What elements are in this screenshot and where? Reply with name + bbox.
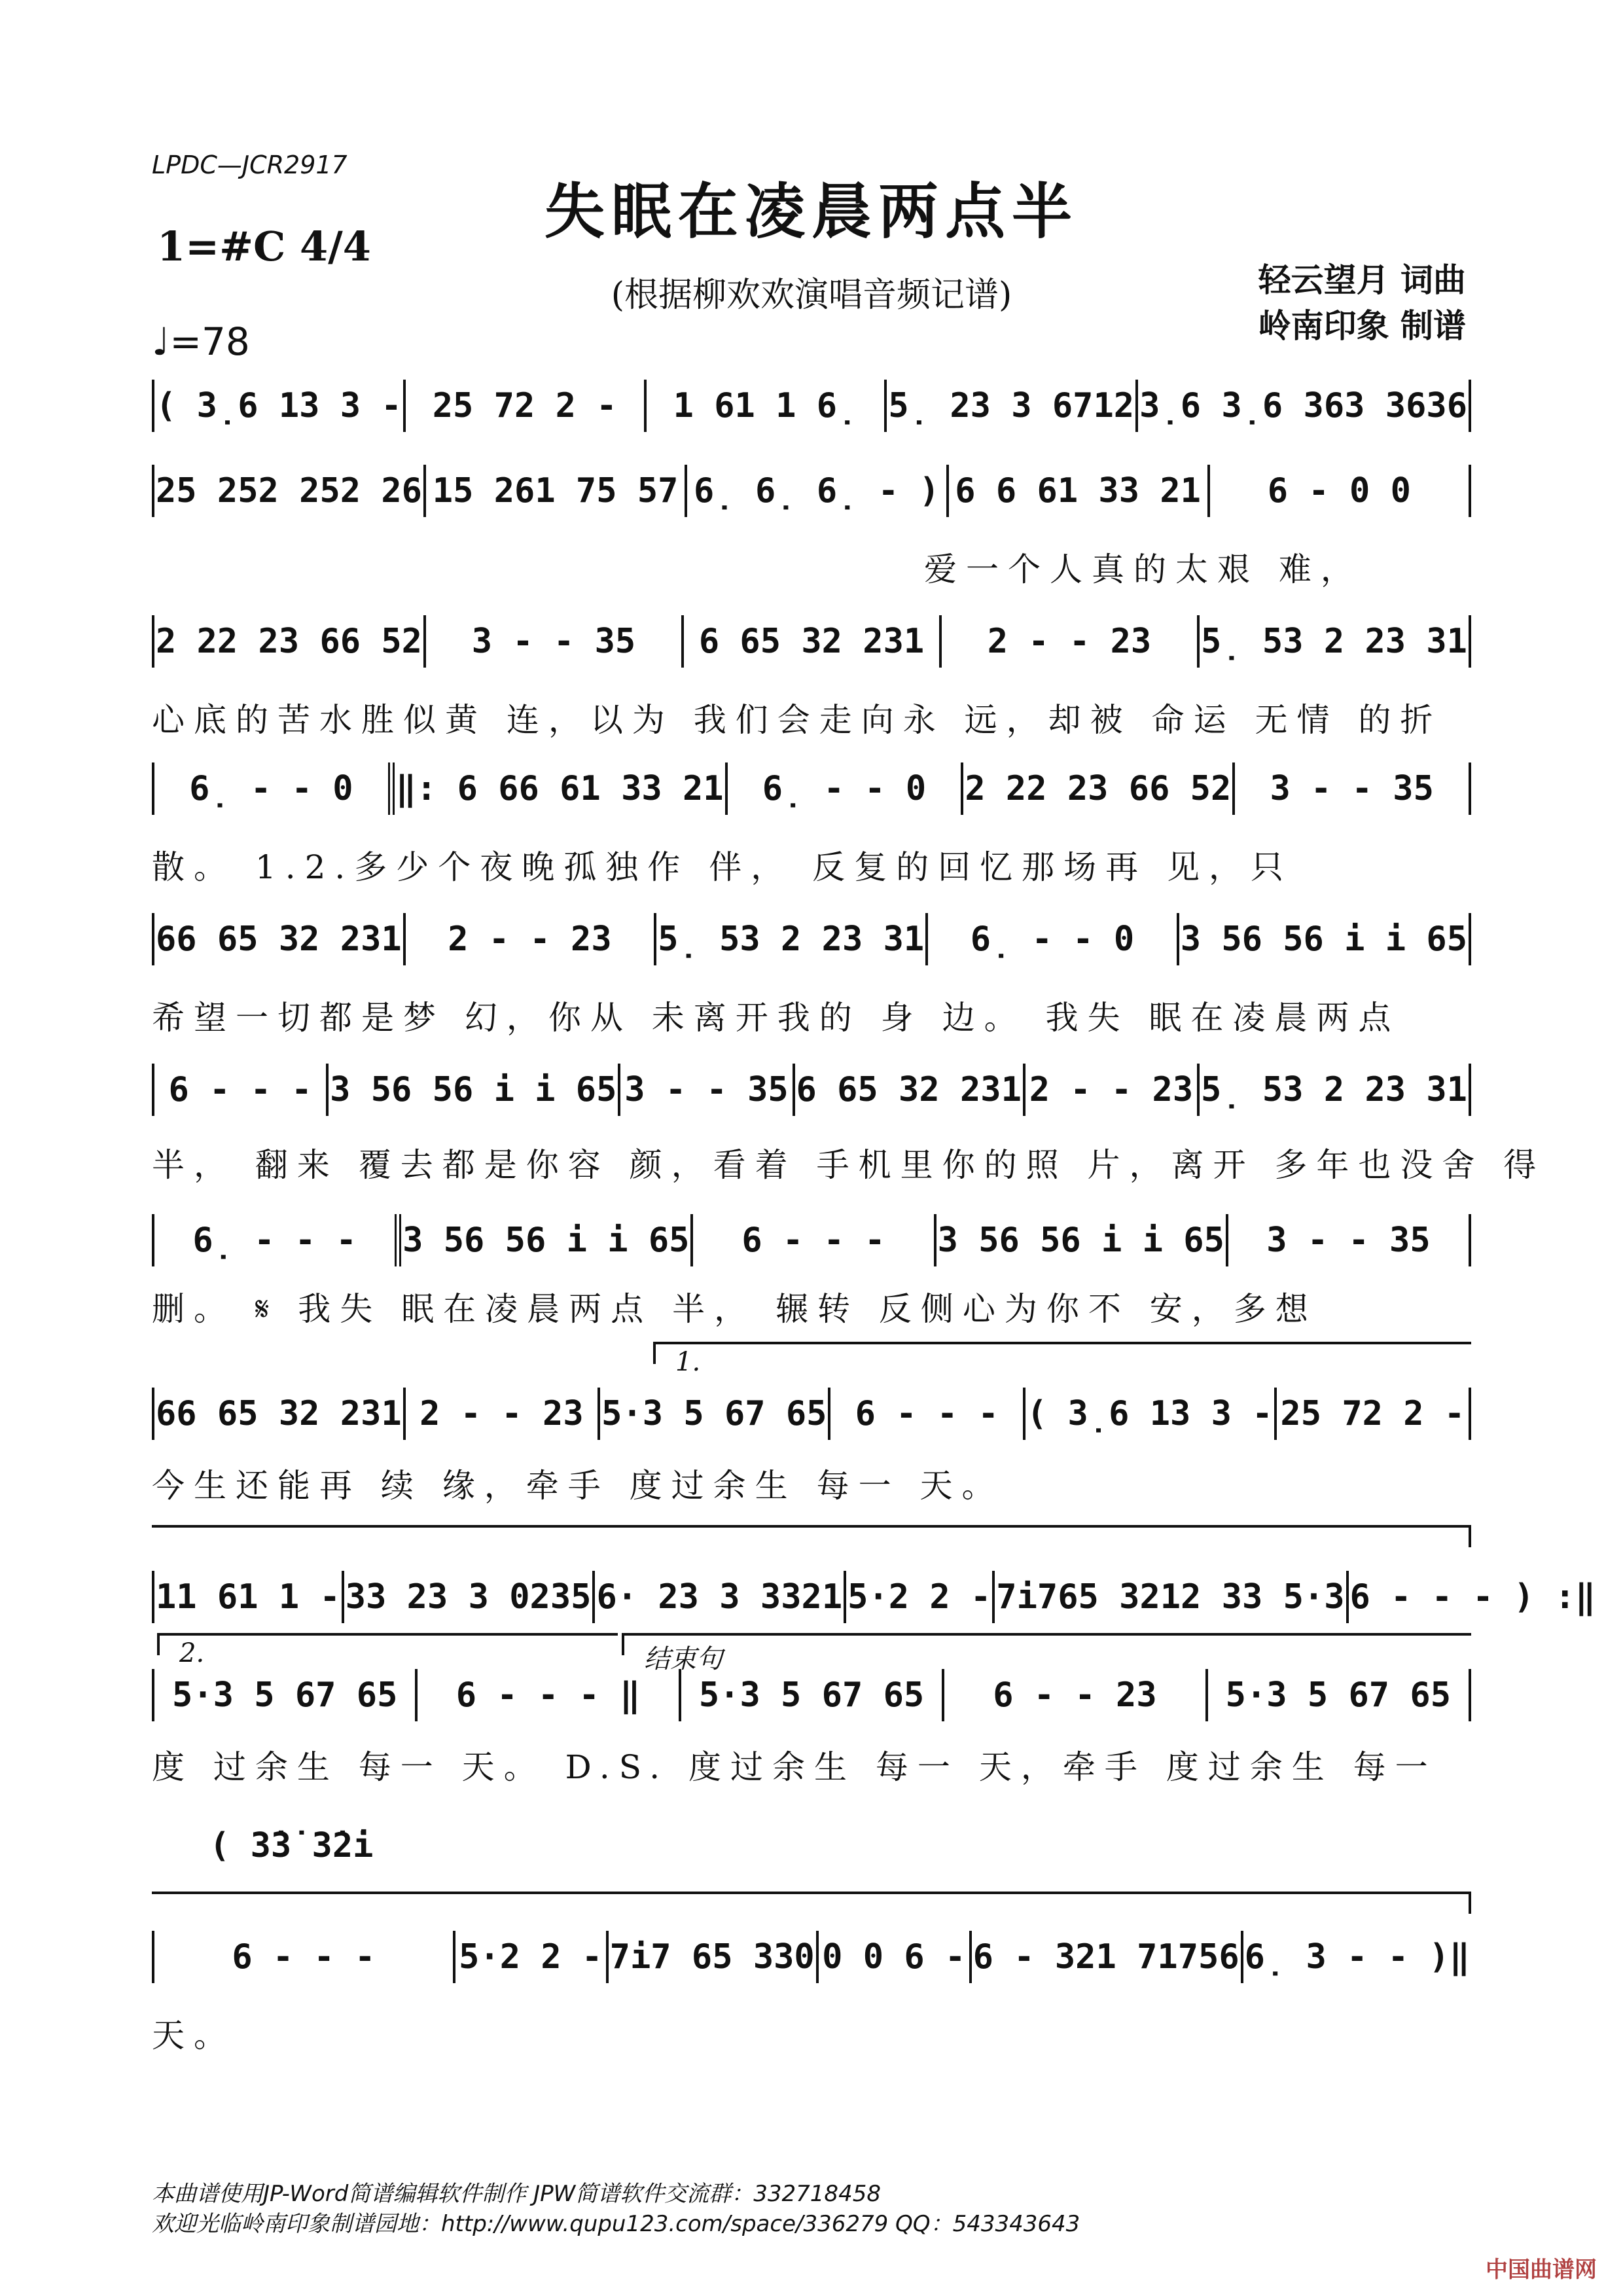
measure: 5·3 5 67 65 bbox=[681, 1669, 944, 1721]
lyrics-row-6: 半， 翻来 覆去都是你容 颜，看着 手机里你的照 片，离开 多年也没舍 得 bbox=[152, 1146, 1546, 1184]
measure: 6 - - - bbox=[830, 1388, 1025, 1440]
page-title: 失眠在凌晨两点半 bbox=[544, 176, 1079, 247]
measure: ( 3̣6 13 3 - bbox=[1026, 1388, 1277, 1440]
watermark-logo: 中国曲谱网 bbox=[1486, 2257, 1597, 2283]
measure: 0 0 6 - bbox=[819, 1931, 972, 1983]
score-row-4 bbox=[152, 762, 1471, 815]
measure: 15 261 75 57 bbox=[426, 465, 687, 517]
measure: 2 22 23 66 52 bbox=[152, 615, 426, 668]
score-row-10 bbox=[152, 1669, 1471, 1721]
measure: 2 - - 23 bbox=[406, 913, 657, 965]
measure: 2 - - 23 bbox=[406, 1388, 600, 1440]
coda-bracket bbox=[622, 1633, 1471, 1674]
coda-label: 结束句 bbox=[644, 1644, 722, 1674]
lyrics-row-8: 今生还能再 续 缘，牵手 度过余生 每一 天。 bbox=[152, 1467, 1004, 1505]
measure: 3 56 56 i i 65 bbox=[329, 1064, 620, 1116]
measure: 6 65 32 231 bbox=[684, 615, 942, 668]
measure: 6̣ - - 0 bbox=[728, 762, 964, 815]
score-row-11 bbox=[152, 1931, 1471, 1983]
score-row-8 bbox=[152, 1388, 1471, 1440]
measure: 6̣ - - 0 bbox=[152, 762, 395, 815]
measure: 66 65 32 231 bbox=[152, 913, 406, 965]
lyrics-row-4: 散。 1.2.多少个夜晚孤独作 伴， 反复的回忆那场再 见，只 bbox=[152, 848, 1293, 886]
credit-lyrics-music: 轻云望月 词曲 bbox=[1258, 260, 1466, 299]
lyrics-row-5: 希望一切都是梦 幻，你从 未离开我的 身 边。 我失 眠在凌晨两点 bbox=[152, 999, 1400, 1037]
lyrics-row-2: 爱一个人真的太艰 难， bbox=[924, 550, 1363, 588]
measure: 1 61 1 6̣ bbox=[647, 380, 887, 432]
measure: 7i765 3212 33 5·3 bbox=[995, 1571, 1348, 1623]
measure: 6 - 321 71756 bbox=[972, 1931, 1243, 1983]
volta-bracket-first bbox=[653, 1342, 1471, 1377]
credit-notation: 岭南印象 制谱 bbox=[1258, 306, 1466, 345]
measure: 5·2 2 - bbox=[846, 1571, 995, 1623]
measure: 5̣ 53 2 23 31 bbox=[656, 913, 928, 965]
measure: 5̣ 23 3 6712 bbox=[887, 380, 1138, 432]
volta-bracket-continued bbox=[152, 1525, 1471, 1547]
measure: 66 65 32 231 bbox=[152, 1388, 406, 1440]
measure: 3 56 56 i i 65 bbox=[936, 1214, 1228, 1266]
measure: 7i7 65 330 bbox=[609, 1931, 819, 1983]
volta-label-first: 1. bbox=[675, 1347, 701, 1377]
lyrics-row-3: 心底的苦水胜似黄 连，以为 我们会走向永 远，却被 命运 无情 的折 bbox=[152, 701, 1442, 739]
measure: 2 - - 23 bbox=[942, 615, 1200, 668]
score-row-6 bbox=[152, 1064, 1471, 1116]
ossia-notes: ( 3̇3̇ 3̇2̇i bbox=[209, 1826, 374, 1865]
score-row-7 bbox=[152, 1214, 1471, 1266]
measure: 2 - - 23 bbox=[1026, 1064, 1200, 1116]
measure: 25 72 2 - bbox=[1277, 1388, 1471, 1440]
measure: 6 6 61 33 21 bbox=[949, 465, 1210, 517]
volta-bracket-second bbox=[157, 1633, 618, 1668]
score-row-9 bbox=[152, 1571, 1596, 1623]
measure: 6̣ - - - bbox=[152, 1214, 401, 1266]
score-row-5 bbox=[152, 913, 1471, 965]
score-row-3 bbox=[152, 615, 1471, 668]
measure: 5·2 2 - bbox=[455, 1931, 609, 1983]
measure: 25 72 2 - bbox=[406, 380, 647, 432]
measure: 3 - - 35 bbox=[620, 1064, 794, 1116]
footer-line-1: 本曲谱使用JP-Word简谱编辑软件制作 JPW简谱软件交流群：332718458 bbox=[152, 2181, 881, 2207]
measure: 33 23 3 0235 bbox=[344, 1571, 596, 1623]
measure: 3 - - 35 bbox=[1235, 762, 1471, 815]
score-code: LPDC—JCR2917 bbox=[152, 151, 348, 179]
measure: 6 - - - bbox=[152, 1931, 455, 1983]
measure: 5·3 5 67 65 bbox=[152, 1669, 418, 1721]
measure: 3 - - 35 bbox=[426, 615, 684, 668]
volta-label-second: 2. bbox=[179, 1638, 205, 1668]
measure: 6 - - - ‖ bbox=[418, 1669, 681, 1721]
measure: 3 56 56 i i 65 bbox=[401, 1214, 693, 1266]
measure: 11 61 1 - bbox=[152, 1571, 344, 1623]
score-row-1 bbox=[152, 380, 1471, 432]
key-signature: 1=#C 4/4 bbox=[157, 223, 371, 270]
lyrics-row-11: 天。 bbox=[152, 2017, 236, 2054]
measure: 3̣6 3̣6 363 3636 bbox=[1138, 380, 1471, 432]
measure: 6· 23 3 3321 bbox=[595, 1571, 846, 1623]
measure: 6 - 0 0 bbox=[1210, 465, 1471, 517]
measure: 5̣ 53 2 23 31 bbox=[1200, 1064, 1471, 1116]
final-bracket bbox=[152, 1892, 1471, 1914]
measure: ( 3̣6 13 3 - bbox=[152, 380, 406, 432]
measure: ‖: 6 66 61 33 21 bbox=[395, 762, 728, 815]
footer-line-2: 欢迎光临岭南印象制谱园地：http://www.qupu123.com/space/336279 QQ：543343643 bbox=[152, 2211, 1080, 2237]
measure: 5·3 5 67 65 bbox=[600, 1388, 830, 1440]
measure: 5·3 5 67 65 bbox=[1208, 1669, 1471, 1721]
measure: 2 22 23 66 52 bbox=[963, 762, 1235, 815]
score-row-2 bbox=[152, 465, 1471, 517]
lyrics-row-10: 度 过余生 每一 天。 D.S. 度过余生 每一 天，牵手 度过余生 每一 bbox=[152, 1748, 1437, 1786]
measure: 6 - - 23 bbox=[944, 1669, 1207, 1721]
measure: 3 56 56 i i 65 bbox=[1179, 913, 1471, 965]
measure: 6 - - - bbox=[693, 1214, 936, 1266]
measure: 6̣ - - 0 bbox=[928, 913, 1179, 965]
measure: 6̣ 3 - - )‖ bbox=[1244, 1937, 1471, 1977]
measure: 25 252 252 26 bbox=[152, 465, 426, 517]
measure: 5̣ 53 2 23 31 bbox=[1200, 615, 1471, 668]
measure: 6̣ 6̣ 6̣ - ) bbox=[687, 465, 948, 517]
tempo-marking: ♩=78 bbox=[152, 319, 250, 364]
measure: 6 - - - bbox=[152, 1064, 329, 1116]
measure: 6 65 32 231 bbox=[795, 1064, 1026, 1116]
page-subtitle: (根据柳欢欢演唱音频记谱) bbox=[611, 276, 1012, 315]
lyrics-row-7: 删。 𝄋 我失 眠在凌晨两点 半， 辗转 反侧心为你不 安，多想 bbox=[152, 1290, 1317, 1328]
measure: 3 - - 35 bbox=[1228, 1214, 1471, 1266]
measure: 6 - - - ) :‖ bbox=[1349, 1577, 1596, 1617]
